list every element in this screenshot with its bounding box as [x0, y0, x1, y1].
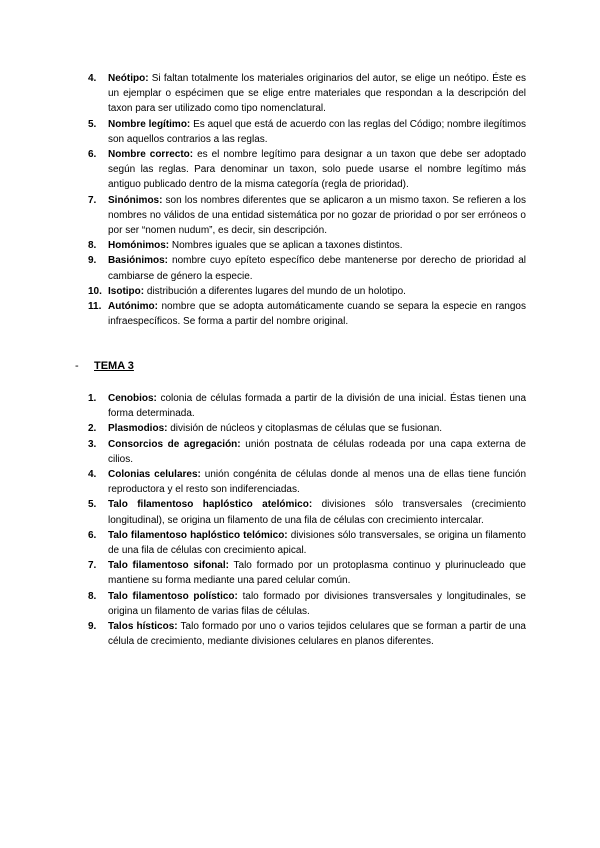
definitions-list-thallus [88, 391, 527, 649]
item-term: Autónimo: [108, 301, 158, 313]
item-number: 8. [88, 590, 97, 602]
list-item [88, 558, 526, 588]
item-text: Nombres iguales que se aplican a taxones distintos. [169, 240, 403, 252]
list-item [88, 253, 526, 283]
item-term: Colonias celulares: [108, 469, 201, 481]
item-term: Isotipo: [108, 285, 145, 297]
list-item [88, 619, 526, 649]
list-item [88, 421, 526, 436]
list-item [88, 147, 527, 193]
item-number: 4. [88, 73, 97, 84]
item-text: Talo formado por uno o varios tejidos celulares que se forman a partir de una célula de crecimiento, mediante divisiones celulares en planos diferentes. [108, 621, 526, 648]
item-term: Cenobios: [108, 393, 157, 404]
definitions-list-nomenclature [88, 71, 527, 329]
item-term: Consorcios de agregación: [108, 438, 241, 450]
item-number: 6. [88, 529, 97, 541]
item-text: divisiones sólo transversales (crecimiento longitudinal), se origina un filamento de una fila de células con crecimiento intercalar. [108, 499, 526, 526]
item-term: Nombre legítimo: [108, 118, 191, 130]
item-number: 1. [88, 393, 97, 404]
item-text: división de núcleos y citoplasmas de células que se fusionan. [167, 423, 443, 435]
item-number: 8. [88, 240, 97, 252]
item-text: unión congénita de células donde al menos una de ellas tiene función reproductora y el resto son indiferenciadas. [108, 469, 527, 496]
item-text: son los nombres diferentes que se aplicaron a un mismo taxon. Se refieren a los nombres no válidos de una entidad sistemática por no gozar de prioridad o por ser erróneos o por ser “nomen nudum”, es decir, sin descripción. [108, 194, 526, 237]
item-number: 2. [88, 423, 97, 435]
list-item [88, 117, 527, 147]
list-item [88, 467, 527, 497]
list-item [88, 589, 526, 619]
item-text: colonia de células formada a partir de la división de una inicial. Éstas tienen una forma determinada. [108, 393, 526, 420]
item-text: es el nombre legítimo para designar a un taxon que debe ser adoptado según las reglas. Para denominar un taxon, solo puede usarse el nombre legítimo más antiguo publicado dentro de la misma categoría (regla de prioridad). [108, 149, 527, 191]
list-item [88, 71, 526, 117]
item-text: distribución a diferentes lugares del mundo de un holotipo. [144, 285, 406, 297]
item-term: Neótipo: [108, 73, 149, 84]
item-term: Plasmodios: [108, 423, 168, 435]
item-number: 7. [88, 560, 97, 572]
list-item [88, 299, 526, 329]
list-item [88, 284, 526, 299]
item-text: Es aquel que está de acuerdo con las reglas del Código; nombre ilegítimos son aquellos contrarios a las reglas. [108, 118, 527, 145]
item-number: 5. [88, 499, 97, 511]
list-item [88, 391, 526, 421]
section-heading [75, 359, 134, 373]
item-term: Homónimos: [108, 240, 170, 252]
item-number: 10. [88, 285, 102, 297]
list-item [88, 238, 526, 253]
item-text: Talo formado por un protoplasma continuo y plurinucleado que mantiene su forma mediante una pared celular común. [108, 560, 526, 587]
item-term: Nombre correcto: [108, 149, 194, 161]
item-text: divisiones sólo transversales, se origina un filamento de una fila de células con crecimiento apical. [108, 529, 526, 557]
item-term: Talos hísticos: [108, 621, 178, 633]
item-text: nombre cuyo epíteto específico debe mantenerse por derecho de prioridad al cambiarse de género la especie. [108, 255, 526, 282]
item-text: unión postnata de células rodeada por una capa externa de cilios. [108, 438, 526, 465]
item-number: 9. [88, 621, 97, 633]
item-term: Talo filamentoso polístico: [108, 590, 238, 602]
list-item [88, 528, 526, 558]
list-item [88, 193, 526, 239]
heading-title: TEMA 3 [94, 360, 134, 372]
item-number: 3. [88, 438, 97, 450]
heading-dash: - [75, 360, 79, 372]
list-item [88, 497, 526, 527]
item-term: Talo filamentoso haplóstico atelómico: [108, 499, 313, 511]
item-term: Talo filamentoso haplóstico telómico: [108, 529, 288, 541]
item-number: 11. [88, 301, 102, 313]
item-number: 7. [88, 194, 97, 206]
item-term: Talo filamentoso sifonal: [108, 560, 229, 572]
item-number: 9. [88, 255, 97, 267]
item-text: nombre que se adopta automáticamente cuando se separa la especie en rangos infraespecíficos. Se forma a partir del nombre original. [108, 301, 526, 328]
list-item [88, 437, 526, 467]
item-text: talo formado por divisiones transversales y longitudinales, se origina un filamento de varias filas de células. [108, 590, 526, 617]
item-number: 4. [88, 469, 97, 481]
item-term: Basiónimos: [108, 255, 169, 267]
item-number: 5. [88, 118, 97, 130]
item-number: 6. [88, 149, 97, 161]
item-term: Sinónimos: [108, 194, 163, 206]
item-text: Si faltan totalmente los materiales originarios del autor, se elige un neótipo. Éste es un ejemplar o espécimen que se elige entre materiales que respondan a la descripción del taxon para ser utilizado como tipo nomenclatural. [108, 73, 526, 115]
